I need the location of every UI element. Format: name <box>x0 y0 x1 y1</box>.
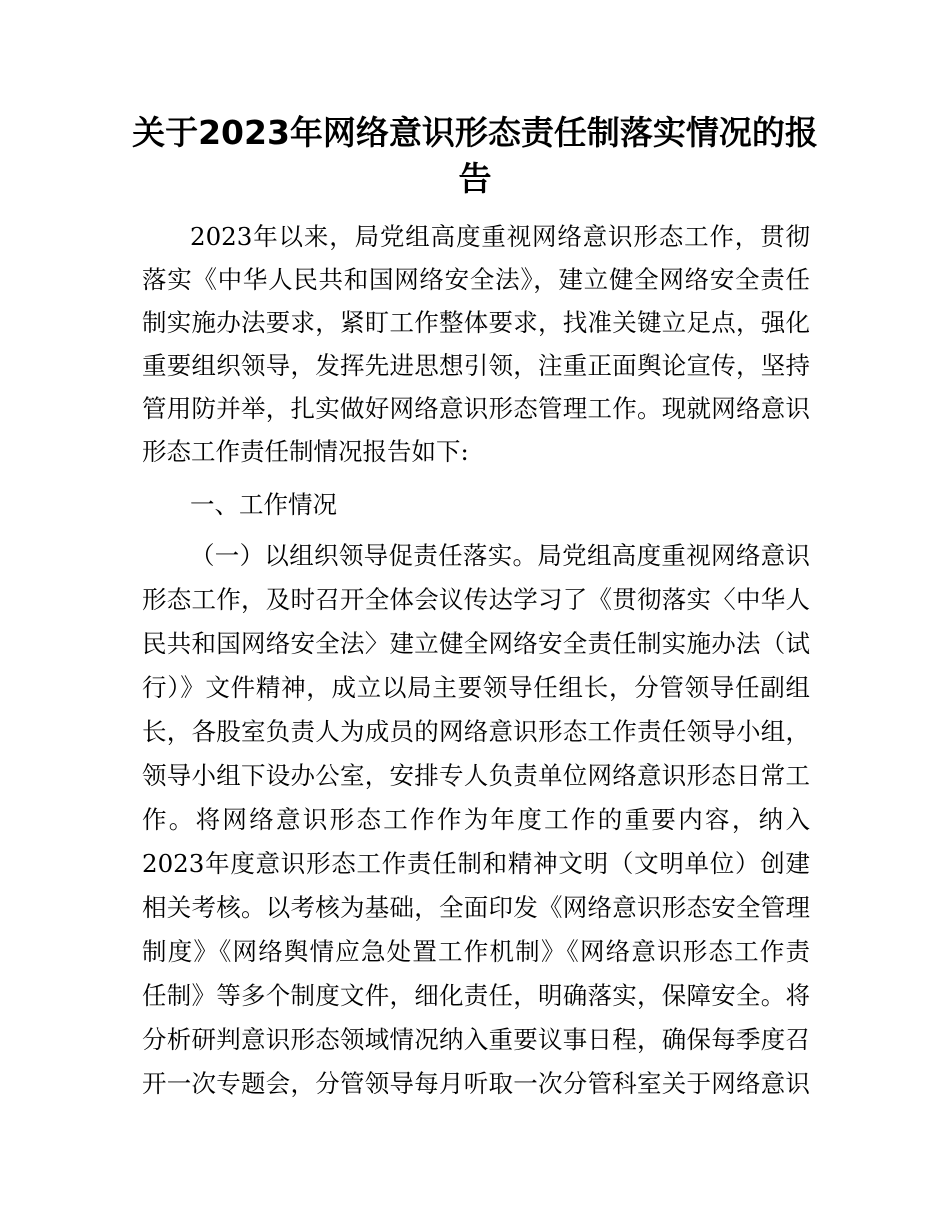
body-line: 民共和国网络安全法〉建立健全网络安全责任制实施办法（试 <box>142 629 810 658</box>
body-line: 形态工作，及时召开全体会议传达学习了《贯彻落实〈中华人 <box>142 585 810 614</box>
section-heading: 一、工作情况 <box>190 490 337 519</box>
body-line: 相关考核。以考核为基础，全面印发《网络意识形态安全管理 <box>142 893 810 922</box>
body-line: 重要组织领导，发挥先进思想引领，注重正面舆论宣传，坚持 <box>142 351 810 380</box>
body-line: 管用防并举，扎实做好网络意识形态管理工作。现就网络意识 <box>142 394 810 423</box>
body-line: 领导小组下设办公室，安排专人负责单位网络意识形态日常工 <box>142 761 810 790</box>
document-title: 关于2023年网络意识形态责任制落实情况的报告 <box>132 113 818 198</box>
body-line: 长，各股室负责人为成员的网络意识形态工作责任领导小组， <box>142 717 810 746</box>
body-line: 2023年度意识形态工作责任制和精神文明（文明单位）创建 <box>142 849 810 878</box>
body-line: 落实《中华人民共和国网络安全法》，建立健全网络安全责任 <box>142 265 810 294</box>
body-line: 形态工作责任制情况报告如下: <box>142 437 469 466</box>
body-line: （一）以组织领导促责任落实。局党组高度重视网络意识 <box>190 541 810 570</box>
body-line: 行）》文件精神，成立以局主要领导任组长，分管领导任副组 <box>142 673 810 702</box>
body-line: 分析研判意识形态领域情况纳入重要议事日程，确保每季度召 <box>142 1025 810 1054</box>
body-line: 2023年以来，局党组高度重视网络意识形态工作，贯彻 <box>190 222 810 251</box>
body-line: 制度》《网络舆情应急处置工作机制》《网络意识形态工作责 <box>142 937 810 966</box>
body-line: 制实施办法要求，紧盯工作整体要求，找准关键立足点，强化 <box>142 308 810 337</box>
body-line: 开一次专题会，分管领导每月听取一次分管科室关于网络意识 <box>142 1069 810 1098</box>
body-line: 作。将网络意识形态工作作为年度工作的重要内容，纳入 <box>142 805 810 834</box>
body-line: 任制》等多个制度文件，细化责任，明确落实，保障安全。将 <box>142 981 810 1010</box>
